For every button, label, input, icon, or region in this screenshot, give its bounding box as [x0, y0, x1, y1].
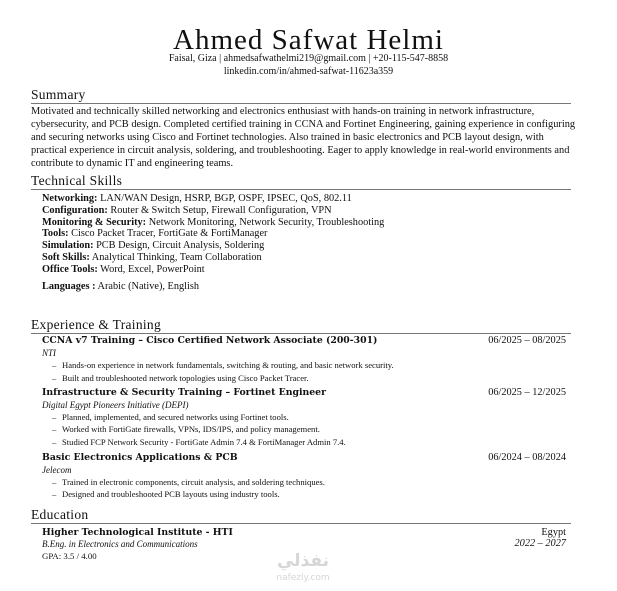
bullet-item: – Designed and troubleshooted PCB layouts using industry tools.	[52, 489, 280, 499]
entry-org: Digital Egypt Pioneers Initiative (DEPI)	[42, 400, 189, 410]
skill-row: Office Tools: Word, Excel, PowerPoint	[42, 263, 205, 275]
bullet-item: – Hands-on experience in network fundamentals, switching & routing, and basic network security.	[52, 360, 394, 370]
languages-row: Languages : Arabic (Native), English	[42, 280, 200, 292]
experience-heading: Experience & Training	[31, 317, 571, 334]
summary-heading: Summary	[31, 87, 571, 104]
skill-row: Tools: Cisco Packet Tracer, FortiGate & FortiManager	[42, 228, 268, 240]
skills-heading: Technical Skills	[31, 173, 571, 190]
entry-dates: 06/2024 – 08/2024	[488, 452, 566, 463]
bullet-item: – Built and troubleshooted network topologies using Cisco Packet Tracer.	[52, 373, 309, 383]
entry-title: CCNA v7 Training – Cisco Certified Network Associate (200-301)	[42, 335, 378, 346]
entry-org: NTI	[42, 348, 57, 358]
school-location: Egypt	[541, 527, 566, 538]
entry-org: Jelecom	[42, 465, 72, 475]
skill-row: Simulation: PCB Design, Circuit Analysis, Soldering	[42, 240, 265, 252]
bullet-item: – Worked with FortiGate firewalls, VPNs, IDS/IPS, and policy management.	[52, 424, 320, 434]
skill-row: Soft Skills: Analytical Thinking, Team Collaboration	[42, 251, 262, 263]
school-name: Higher Technological Institute - HTI	[42, 527, 233, 538]
skills-list	[42, 193, 384, 292]
degree: B.Eng. in Electronics and Communications	[42, 539, 198, 549]
entry-dates: 06/2025 – 12/2025	[488, 387, 566, 398]
skill-row: Configuration: Router & Switch Setup, Firewall Configuration, VPN	[42, 204, 332, 216]
summary-text: Motivated and technically skilled networking and electronics enthusiast with hands-on training in network infrastructure, cybersecurity, and PCB design. Completed certified training in CCNA and Fortinet Engineering, gaining experience in configuring and securing networks using Cisco and Fortinet technologies. Also trained in basic electronics and PCB layout design, with practical experience in circuit analysis, soldering, and troubleshooting. Eager to apply knowledge in real-world environments and contribute to dynamic IT and engineering teams.	[31, 106, 576, 169]
education-heading: Education	[31, 507, 571, 524]
entry-title: Basic Electronics Applications & PCB	[42, 452, 238, 463]
candidate-name: Ahmed Safwat Helmi	[173, 24, 444, 56]
skill-row: Monitoring & Security: Network Monitoring, Network Security, Troubleshooting	[42, 216, 385, 228]
bullet-item: – Trained in electronic components, circuit analysis, and soldering techniques.	[52, 477, 325, 487]
education-years: 2022 – 2027	[514, 538, 566, 549]
entry-dates: 06/2025 – 08/2025	[488, 335, 566, 346]
skill-row: Networking: LAN/WAN Design, HSRP, BGP, OSPF, IPSEC, QoS, 802.11	[42, 193, 352, 204]
bullet-item: – Studied FCP Network Security - FortiGate Admin 7.4 & FortiManager Admin 7.4.	[52, 437, 346, 447]
linkedin-link[interactable]: linkedin.com/in/ahmed-safwat-11623a359	[223, 66, 394, 77]
gpa: GPA: 3.5 / 4.00	[42, 551, 97, 561]
bullet-item: – Planned, implemented, and secured networks using Fortinet tools.	[52, 412, 289, 422]
entry-title: Infrastructure & Security Training – Fortinet Engineer	[42, 387, 326, 398]
watermark-logo: نفذلي nafezly.com	[276, 551, 330, 583]
contact-line: Faisal, Giza | ahmedsafwathelmi219@gmail.com | +20-115-547-8858	[168, 53, 449, 64]
